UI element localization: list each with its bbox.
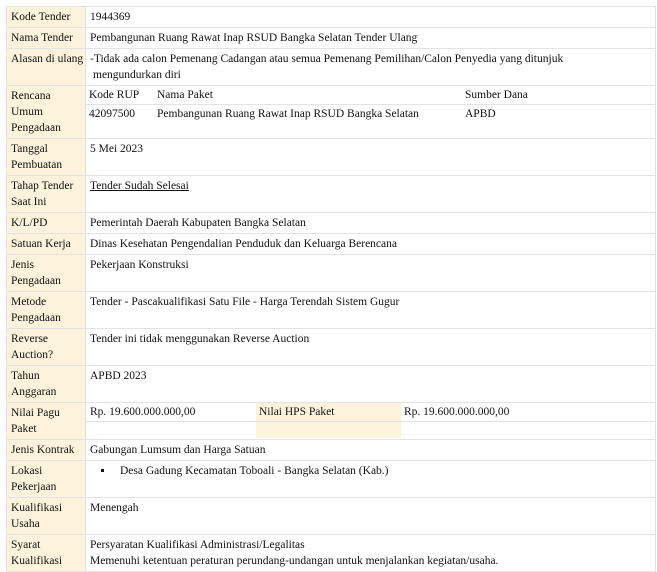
label-nama-tender: Nama Tender bbox=[7, 28, 86, 49]
value-pagu bbox=[86, 403, 656, 440]
row-kontrak bbox=[7, 440, 656, 461]
value-alasan-ulang bbox=[86, 49, 656, 86]
label-metode: Metode Pengadaan bbox=[7, 292, 86, 329]
row-tahap bbox=[7, 176, 656, 213]
row-reverse bbox=[7, 329, 656, 366]
hps-value: Rp. 19.600.000.000,00 bbox=[401, 403, 655, 422]
rup-table bbox=[86, 86, 655, 123]
value-syarat bbox=[86, 535, 656, 572]
value-kontrak: Gabungan Lumsum dan Harga Satuan bbox=[86, 440, 656, 461]
value-satker: Dinas Kesehatan Pengendalian Penduduk dan Keluarga Berencana bbox=[86, 234, 656, 255]
row-alasan-ulang bbox=[7, 49, 656, 86]
label-lokasi: Lokasi Pekerjaan bbox=[7, 461, 86, 498]
label-kode-tender: Kode Tender bbox=[7, 7, 86, 28]
label-satker: Satuan Kerja bbox=[7, 234, 86, 255]
rup-paket: Pembangunan Ruang Rawat Inap RSUD Bangka Selatan bbox=[157, 108, 419, 120]
rup-header-dana: Sumber Dana bbox=[462, 86, 655, 105]
syarat-line2: Memenuhi ketentuan peraturan perundang-undangan untuk menjalankan kegiatan/usaha. bbox=[90, 555, 499, 567]
label-alasan-ulang: Alasan di ulang bbox=[7, 49, 86, 86]
value-lokasi bbox=[86, 461, 656, 498]
rup-header-kode: Kode RUP bbox=[86, 86, 154, 105]
row-rencana-umum bbox=[7, 86, 656, 139]
label-tahun: Tahun Anggaran bbox=[7, 366, 86, 403]
value-metode: Tender - Pascakualifikasi Satu File - Harga Terendah Sistem Gugur bbox=[86, 292, 656, 329]
alasan-line1: -Tidak ada calon Pemenang Cadangan atau semua Pemenang Pemilihan/Calon Penyedia yang ditunjuk bbox=[90, 53, 564, 65]
row-kode-tender bbox=[7, 7, 656, 28]
value-tahap bbox=[86, 176, 656, 213]
pagu-value: Rp. 19.600.000.000,00 bbox=[86, 403, 256, 422]
pagu-spacer-row bbox=[86, 422, 655, 439]
row-tahun bbox=[7, 366, 656, 403]
value-klpd: Pemerintah Daerah Kabupaten Bangka Selatan bbox=[86, 213, 656, 234]
value-nama-tender: Pembangunan Ruang Rawat Inap RSUD Bangka Selatan Tender Ulang bbox=[86, 28, 656, 49]
label-syarat: Syarat Kualifikasi bbox=[7, 535, 86, 572]
label-rencana-umum: Rencana Umum Pengadaan bbox=[7, 86, 86, 139]
lokasi-list bbox=[90, 463, 651, 479]
row-jenis bbox=[7, 255, 656, 292]
rup-header-row bbox=[86, 86, 655, 105]
value-kode-tender: 1944369 bbox=[86, 7, 656, 28]
alasan-line2: mengundurkan diri bbox=[93, 69, 181, 81]
row-kualifikasi-usaha bbox=[7, 498, 656, 535]
row-pagu bbox=[7, 403, 656, 440]
syarat-line1: Persyaratan Kualifikasi Administrasi/Legalitas bbox=[90, 539, 305, 551]
label-kontrak: Jenis Kontrak bbox=[7, 440, 86, 461]
pagu-spacer bbox=[86, 422, 256, 439]
value-reverse: Tender ini tidak menggunakan Reverse Auction bbox=[86, 329, 656, 366]
rup-dana: APBD bbox=[465, 108, 496, 120]
label-tahap: Tahap Tender Saat Ini bbox=[7, 176, 86, 213]
label-kualifikasi-usaha: Kualifikasi Usaha bbox=[7, 498, 86, 535]
pagu-table bbox=[86, 403, 655, 438]
tahap-link[interactable]: Tender Sudah Selesai bbox=[90, 180, 189, 192]
hps-label: Nilai HPS Paket bbox=[256, 403, 401, 422]
label-jenis: Jenis Pengadaan bbox=[7, 255, 86, 292]
label-tanggal: Tanggal Pembuatan bbox=[7, 139, 86, 176]
row-tanggal bbox=[7, 139, 656, 176]
value-tahun: APBD 2023 bbox=[86, 366, 656, 403]
tender-detail-table bbox=[6, 6, 656, 572]
lokasi-item: ▪ Desa Gadung Kecamatan Toboali - Bangka Selatan (Kab.) bbox=[114, 463, 651, 479]
row-metode bbox=[7, 292, 656, 329]
hps-value-spacer bbox=[401, 422, 655, 439]
label-pagu: Nilai Pagu Paket bbox=[7, 403, 86, 440]
hps-spacer bbox=[256, 422, 401, 439]
pagu-row bbox=[86, 403, 655, 422]
row-syarat bbox=[7, 535, 656, 572]
row-lokasi bbox=[7, 461, 656, 498]
label-reverse: Reverse Auction? bbox=[7, 329, 86, 366]
rup-kode: 42097500 bbox=[89, 108, 135, 120]
label-klpd: K/L/PD bbox=[7, 213, 86, 234]
row-klpd bbox=[7, 213, 656, 234]
row-nama-tender bbox=[7, 28, 656, 49]
row-satker bbox=[7, 234, 656, 255]
value-jenis: Pekerjaan Konstruksi bbox=[86, 255, 656, 292]
value-kualifikasi-usaha: Menengah bbox=[86, 498, 656, 535]
value-tanggal: 5 Mei 2023 bbox=[86, 139, 656, 176]
rup-data-row bbox=[86, 105, 655, 124]
value-rencana-umum bbox=[86, 86, 656, 139]
rup-header-paket: Nama Paket bbox=[154, 86, 462, 105]
